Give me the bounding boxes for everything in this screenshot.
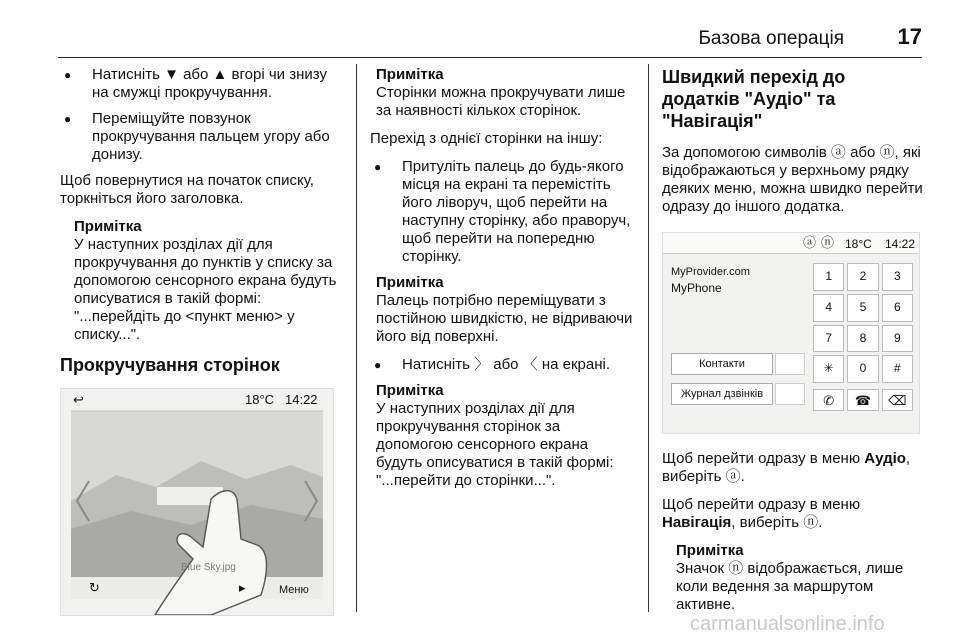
page-number: 17: [897, 24, 922, 49]
bullet-scroll-slider: ● Переміщуйте повзунок прокручування пальцем угору або донизу.: [60, 110, 342, 164]
keypad-key[interactable]: 0: [847, 355, 878, 383]
screen-time: 14:22: [885, 237, 916, 251]
repeat-icon[interactable]: ↻: [89, 580, 100, 595]
keypad-key[interactable]: #: [882, 355, 913, 383]
return-to-top-text: Щоб повернутися на початок списку, торкніться його заголовка.: [60, 172, 314, 207]
mute-mic-button[interactable]: [775, 353, 805, 375]
header-rule: [58, 57, 922, 58]
hands-free-button[interactable]: [775, 383, 805, 405]
screen-temperature: 18°C: [245, 392, 275, 407]
section-heading-page-scroll: Прокручування сторінок: [60, 355, 280, 375]
keypad-key[interactable]: 3: [882, 263, 913, 291]
hang-up-icon[interactable]: ☎: [847, 389, 878, 411]
note-constant-speed: [370, 274, 638, 346]
navigation-shortcut-text: Щоб перейти одразу в меню Навігація, виберіть ⓝ.: [662, 496, 861, 531]
play-icon[interactable]: ▸: [239, 580, 246, 595]
keypad-key[interactable]: 5: [847, 294, 878, 322]
bullet-scroll-arrows: ● Натисніть ▼ або ▲ вгорі чи знизу на смужці прокручування.: [60, 66, 342, 102]
screen-time: 14:22: [285, 392, 318, 407]
keypad-key[interactable]: ✳: [813, 355, 844, 383]
keypad-key[interactable]: 7: [813, 325, 844, 353]
quick-access-text: За допомогою символів ⓐ або ⓝ, які відображаються у верхньому рядку деяких меню, можна швидко перейти одразу до іншого додатка.: [662, 144, 923, 215]
call-controls: [813, 389, 913, 411]
note-text: Значок ⓝ відображається, лише коли ведення за маршрутом активне.: [676, 560, 904, 613]
menu-button[interactable]: Меню: [279, 584, 309, 596]
bullet-tap-arrows: ● Натисніть 〉 або 〈 на екрані.: [370, 356, 638, 374]
call-log-button[interactable]: Журнал дзвінків: [671, 383, 773, 405]
screen-temperature: 18°C: [845, 237, 872, 251]
note-page-scroll-form: [370, 382, 638, 490]
column-divider-2: [648, 64, 649, 612]
back-icon[interactable]: ↩: [73, 392, 84, 407]
column-1: [60, 66, 342, 616]
contacts-button[interactable]: Контакти: [671, 353, 773, 375]
note-list-scroll: [60, 218, 342, 344]
note-text: Сторінки можна прокручувати лише за наявності кількох сторінок.: [376, 84, 626, 119]
page-header: [0, 26, 960, 56]
note-title: Примітка: [376, 274, 444, 291]
keypad: [813, 263, 913, 383]
keypad-key[interactable]: 6: [882, 294, 913, 322]
note-text: У наступних розділах дії для прокручування до пунктів у списку за допомогою сенсорного екрана будуть описуватися в такій формі: "...перейдіть до <пункт меню> у списку...".: [74, 236, 337, 343]
keypad-key[interactable]: 1: [813, 263, 844, 291]
note-title: Примітка: [74, 218, 142, 235]
note-multiple-pages: [370, 66, 638, 120]
note-title: Примітка: [676, 542, 744, 559]
page-switch-intro: Перехід з однієї сторінки на іншу:: [370, 130, 603, 147]
screen-phone-illustration: [662, 232, 920, 434]
screen-page-scroll-illustration: [60, 388, 334, 616]
section-heading-quick-access: Швидкий перехід до додатків "Аудіо" та "Навігація": [662, 67, 846, 131]
call-icon[interactable]: ✆: [813, 389, 844, 411]
bullet-swipe: ● Притуліть палець до будь-якого місця на екрані та перемістіть його ліворуч, щоб перейти на наступну сторінку, або праворуч, щоб перейти на попередню сторінку.: [370, 158, 638, 266]
note-navigation-icon: [662, 542, 924, 614]
backspace-icon[interactable]: ⌫: [882, 389, 913, 411]
note-text: У наступних розділах дії для прокручування сторінок за допомогою сенсорного екрана будуть описуватися в такій формі: "...перейти до сторінки...".: [376, 400, 614, 489]
screen-file-name: Blue Sky.jpg: [181, 562, 236, 573]
provider-name: MyProvider.com: [671, 266, 750, 278]
note-text: Палець потрібно переміщувати з постійною швидкістю, не відриваючи його від поверхні.: [376, 292, 633, 345]
screen-status-bar: [663, 233, 919, 254]
phone-name: MyPhone: [671, 281, 722, 295]
keypad-key[interactable]: 4: [813, 294, 844, 322]
keypad-key[interactable]: 2: [847, 263, 878, 291]
watermark: carmanualsonline.info: [690, 613, 885, 635]
note-title: Примітка: [376, 66, 444, 83]
page-title: Базова операція: [698, 28, 844, 49]
column-2: [370, 66, 638, 500]
keypad-key[interactable]: 8: [847, 325, 878, 353]
navigation-shortcut-icon[interactable]: ⓝ: [821, 235, 835, 250]
column-divider-1: [356, 64, 357, 612]
audio-shortcut-text: Щоб перейти одразу в меню Аудіо, виберіть ⓐ.: [662, 450, 911, 485]
keypad-key[interactable]: 9: [882, 325, 913, 353]
audio-shortcut-icon[interactable]: ⓐ: [803, 235, 817, 250]
column-3: [662, 66, 924, 624]
note-title: Примітка: [376, 382, 444, 399]
